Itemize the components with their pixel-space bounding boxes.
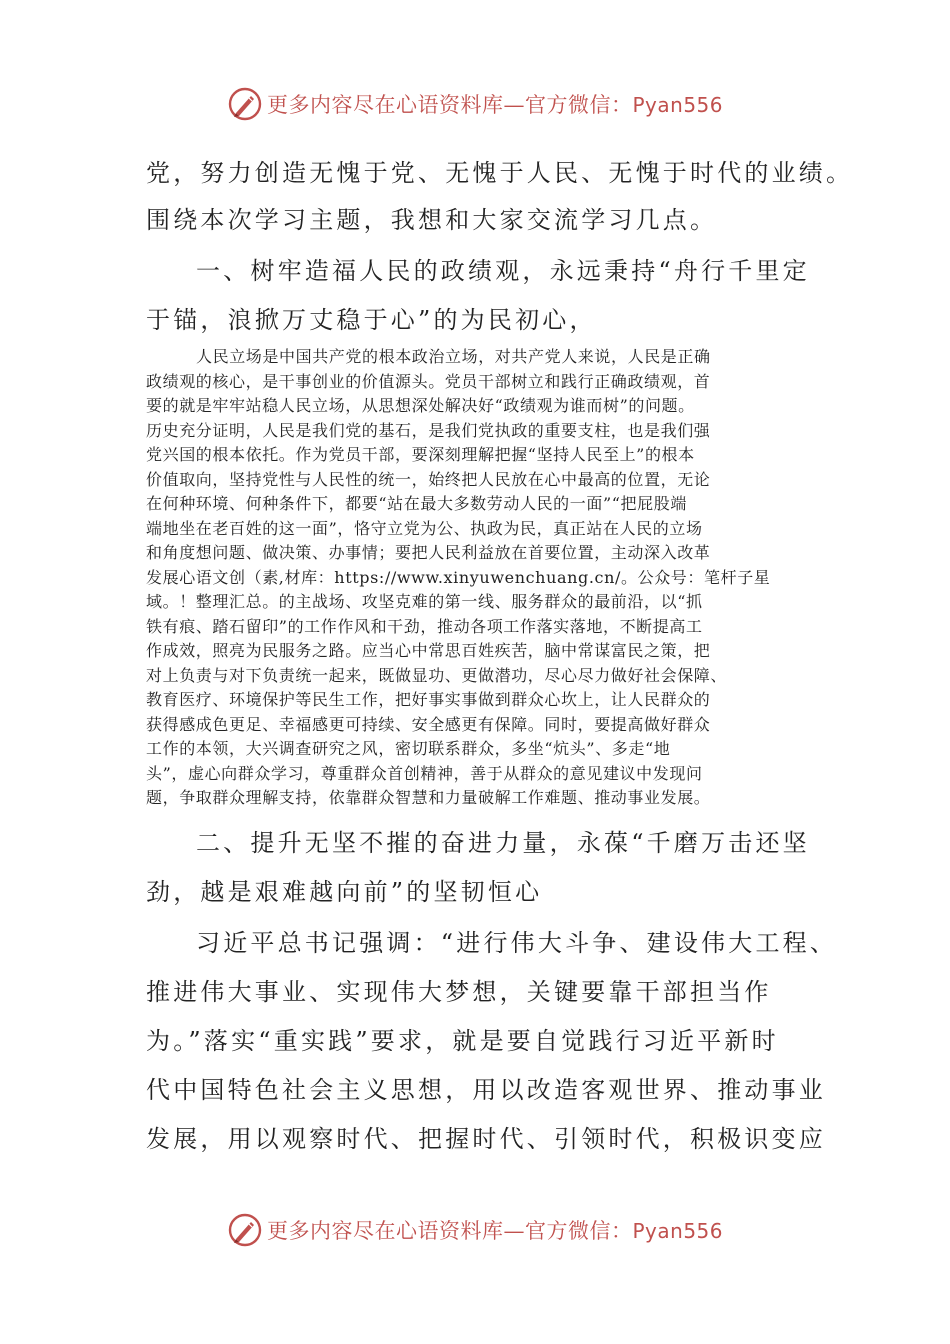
banner-text: 更多内容尽在心语资料库—官方微信：Pyan556 — [266, 93, 723, 117]
body-line: 发展，用以观察时代、把握时代、引领时代，积极识变应 — [146, 1125, 826, 1153]
body-line: 党，努力创造无愧于党、无愧于人民、无愧于时代的业绩。 — [146, 159, 854, 187]
paragraph-line: 题，争取群众理解支持，依靠群众智慧和力量破解工作难题、推动事业发展。 — [146, 788, 711, 807]
wechat-id: Pyan556 — [632, 93, 723, 117]
footer-banner — [0, 1210, 950, 1250]
paragraph-line: 历史充分证明，人民是我们党的基石，是我们党执政的重要支柱，也是我们强 — [146, 421, 711, 440]
paragraph-line: 域。！整理汇总。的主战场、攻坚克难的第一线、服务群众的最前沿，以“抓 — [146, 592, 703, 611]
paragraph-line: 对上负责与对下负责统一起来，既做显功、更做潜功，尽心尽力做好社会保障、 — [146, 666, 728, 685]
section-heading-1: 一、树牢造福人民的政绩观，永远秉持“舟行千里定 — [196, 257, 810, 285]
paragraph-line: 头”，虚心向群众学习，尊重群众首创精神，善于从群众的意见建议中发现问 — [146, 764, 703, 783]
section-heading-1-cont: 于锚，浪掀万丈稳于心”的为民初心， — [146, 306, 597, 334]
paragraph-line: 发展心语文创（素,材库：https://www.xinyuwenchuang.cn/。公众号：笔杆子星 — [146, 568, 771, 587]
paragraph-line: 作成效，照亮为民服务之路。应当心中常思百姓疾苦，脑中常谋富民之策，把 — [146, 641, 711, 660]
pen-logo-icon — [227, 86, 263, 122]
body-line: 代中国特色社会主义思想，用以改造客观世界、推动事业 — [146, 1076, 826, 1104]
body-line: 为。”落实“重实践”要求，就是要自觉践行习近平新时 — [146, 1027, 779, 1055]
section-heading-2-cont: 劲，越是艰难越向前”的坚韧恒心 — [146, 878, 543, 906]
paragraph-line: 端地坐在老百姓的这一面”，恪守立党为公、执政为民，真正站在人民的立场 — [146, 519, 703, 538]
paragraph-line: 在何种环境、何种条件下，都要“站在最大多数劳动人民的一面”“把屁股端 — [146, 494, 687, 513]
paragraph-line: 获得感成色更足、幸福感更可持续、安全感更有保障。同时，要提高做好群众 — [146, 715, 711, 734]
paragraph-line: 价值取向，坚持党性与人民性的统一，始终把人民放在心中最高的位置，无论 — [146, 470, 711, 489]
paragraph-line: 教育医疗、环境保护等民生工作，把好事实事做到群众心坎上，让人民群众的 — [146, 690, 711, 709]
pen-logo-icon — [227, 1212, 263, 1248]
header-banner — [0, 84, 950, 124]
paragraph-line: 铁有痕、踏石留印”的工作作风和干劲，推动各项工作落实落地，不断提高工 — [146, 617, 703, 636]
paragraph-line: 政绩观的核心，是干事创业的价值源头。党员干部树立和践行正确政绩观，首 — [146, 372, 711, 391]
body-line: 围绕本次学习主题，我想和大家交流学习几点。 — [146, 206, 718, 234]
paragraph-line: 党兴国的根本依托。作为党员干部，要深刻理解把握“坚持人民至上”的根本 — [146, 445, 695, 464]
paragraph-line: 人民立场是中国共产党的根本政治立场，对共产党人来说，人民是正确 — [196, 347, 711, 366]
paragraph-line: 和角度想问题、做决策、办事情；要把人民利益放在首要位置，主动深入改革 — [146, 543, 711, 562]
paragraph-line: 要的就是牢牢站稳人民立场，从思想深处解决好“政绩观为谁而树”的问题。 — [146, 396, 695, 415]
body-line: 推进伟大事业、实现伟大梦想，关键要靠干部担当作 — [146, 978, 772, 1006]
body-line: 习近平总书记强调：“进行伟大斗争、建设伟大工程、 — [196, 929, 838, 957]
banner-text: 更多内容尽在心语资料库—官方微信：Pyan556 — [266, 1219, 723, 1243]
wechat-id: Pyan556 — [632, 1219, 723, 1243]
paragraph-line: 工作的本领，大兴调查研究之风，密切联系群众，多坐“炕头”、多走“地 — [146, 739, 671, 758]
section-heading-2: 二、提升无坚不摧的奋进力量，永葆“千磨万击还坚 — [196, 829, 810, 857]
